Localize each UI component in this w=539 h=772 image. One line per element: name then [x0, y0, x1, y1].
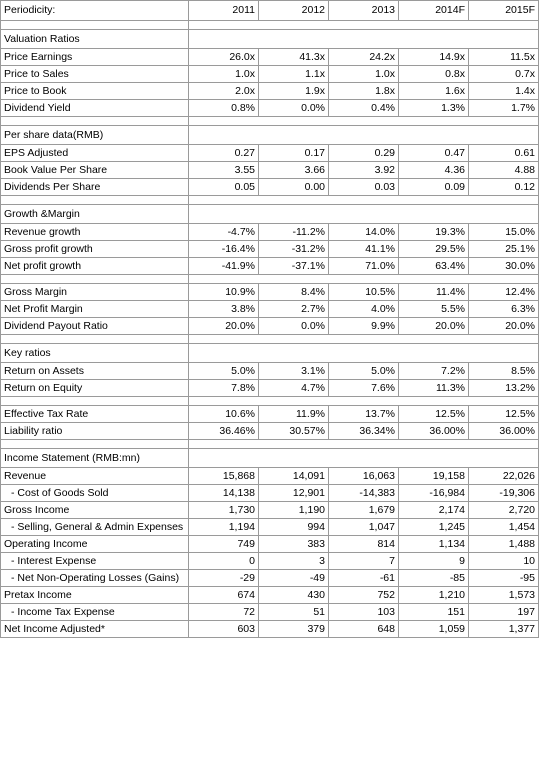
- value-cell: 36.00%: [469, 423, 539, 440]
- value-cell: 24.2x: [329, 49, 399, 66]
- value-cell: 14.0%: [329, 224, 399, 241]
- year-2015f: 2015F: [469, 1, 539, 21]
- value-cell: 1,134: [399, 536, 469, 553]
- spacer-cell: [189, 397, 539, 406]
- value-cell: 994: [259, 519, 329, 536]
- value-cell: -19,306: [469, 485, 539, 502]
- value-cell: 0.61: [469, 145, 539, 162]
- row-label: Return on Assets: [1, 363, 189, 380]
- value-cell: 10: [469, 553, 539, 570]
- table-row: [1, 621, 539, 638]
- spacer-cell: [189, 440, 539, 449]
- value-cell: 14,138: [189, 485, 259, 502]
- table-row: [1, 553, 539, 570]
- value-cell: 0.12: [469, 179, 539, 196]
- value-cell: 5.0%: [189, 363, 259, 380]
- value-cell: 22,026: [469, 468, 539, 485]
- value-cell: 30.0%: [469, 258, 539, 275]
- spacer-row: [1, 335, 539, 344]
- value-cell: 0.7x: [469, 66, 539, 83]
- value-cell: 752: [329, 587, 399, 604]
- value-cell: 0.09: [399, 179, 469, 196]
- row-label: - Net Non-Operating Losses (Gains): [1, 570, 189, 587]
- value-cell: 3.55: [189, 162, 259, 179]
- value-cell: 1,679: [329, 502, 399, 519]
- value-cell: 674: [189, 587, 259, 604]
- spacer-cell: [1, 117, 189, 126]
- value-cell: 1,190: [259, 502, 329, 519]
- value-cell: 11.4%: [399, 284, 469, 301]
- value-cell: 4.36: [399, 162, 469, 179]
- value-cell: 12.4%: [469, 284, 539, 301]
- table-row: [1, 604, 539, 621]
- table-row: [1, 570, 539, 587]
- value-cell: 0.0%: [259, 100, 329, 117]
- value-cell: 2.7%: [259, 301, 329, 318]
- value-cell: 1.8x: [329, 83, 399, 100]
- value-cell: 1,245: [399, 519, 469, 536]
- spacer-row: [1, 440, 539, 449]
- spacer-cell: [189, 275, 539, 284]
- value-cell: 749: [189, 536, 259, 553]
- value-cell: -4.7%: [189, 224, 259, 241]
- value-cell: -14,383: [329, 485, 399, 502]
- value-cell: 2.0x: [189, 83, 259, 100]
- value-cell: 14.9x: [399, 49, 469, 66]
- value-cell: 0: [189, 553, 259, 570]
- value-cell: 72: [189, 604, 259, 621]
- value-cell: -49: [259, 570, 329, 587]
- value-cell: 36.46%: [189, 423, 259, 440]
- value-cell: 15.0%: [469, 224, 539, 241]
- value-cell: 1,730: [189, 502, 259, 519]
- value-cell: -37.1%: [259, 258, 329, 275]
- spacer-row: [1, 117, 539, 126]
- value-cell: 2,174: [399, 502, 469, 519]
- value-cell: 0.8x: [399, 66, 469, 83]
- value-cell: 20.0%: [469, 318, 539, 335]
- value-cell: 8.4%: [259, 284, 329, 301]
- table-row: [1, 587, 539, 604]
- row-label: - Interest Expense: [1, 553, 189, 570]
- value-cell: 10.6%: [189, 406, 259, 423]
- table-row: [1, 468, 539, 485]
- table-row: [1, 224, 539, 241]
- table-row: [1, 145, 539, 162]
- table-row: [1, 241, 539, 258]
- value-cell: 41.1%: [329, 241, 399, 258]
- row-label: Price Earnings: [1, 49, 189, 66]
- table-row: [1, 66, 539, 83]
- value-cell: 1.4x: [469, 83, 539, 100]
- table-row: [1, 380, 539, 397]
- value-cell: 3.1%: [259, 363, 329, 380]
- value-cell: 9.9%: [329, 318, 399, 335]
- value-cell: -95: [469, 570, 539, 587]
- value-cell: 11.3%: [399, 380, 469, 397]
- value-cell: 29.5%: [399, 241, 469, 258]
- value-cell: 19.3%: [399, 224, 469, 241]
- spacer-cell: [189, 117, 539, 126]
- value-cell: 1,047: [329, 519, 399, 536]
- year-2012: 2012: [259, 1, 329, 21]
- row-label: Dividend Payout Ratio: [1, 318, 189, 335]
- value-cell: 379: [259, 621, 329, 638]
- value-cell: 16,063: [329, 468, 399, 485]
- value-cell: -31.2%: [259, 241, 329, 258]
- value-cell: 20.0%: [189, 318, 259, 335]
- value-cell: 63.4%: [399, 258, 469, 275]
- value-cell: 4.0%: [329, 301, 399, 318]
- row-label: Net profit growth: [1, 258, 189, 275]
- value-cell: 1,454: [469, 519, 539, 536]
- table-row: [1, 258, 539, 275]
- row-label: Gross profit growth: [1, 241, 189, 258]
- periodicity-label: Periodicity:: [1, 1, 189, 21]
- value-cell: 0.00: [259, 179, 329, 196]
- value-cell: 0.27: [189, 145, 259, 162]
- table-row: [1, 502, 539, 519]
- row-label: Return on Equity: [1, 380, 189, 397]
- value-cell: 51: [259, 604, 329, 621]
- value-cell: 9: [399, 553, 469, 570]
- value-cell: 1.3%: [399, 100, 469, 117]
- table-row: [1, 363, 539, 380]
- value-cell: 12.5%: [469, 406, 539, 423]
- value-cell: 1.1x: [259, 66, 329, 83]
- spacer-row: [1, 196, 539, 205]
- value-cell: 814: [329, 536, 399, 553]
- table-row: [1, 406, 539, 423]
- value-cell: 13.7%: [329, 406, 399, 423]
- section-header-fill: [189, 30, 539, 49]
- value-cell: 7.2%: [399, 363, 469, 380]
- value-cell: 1,059: [399, 621, 469, 638]
- value-cell: 10.5%: [329, 284, 399, 301]
- value-cell: 1.0x: [329, 66, 399, 83]
- row-label: Liability ratio: [1, 423, 189, 440]
- spacer-cell: [1, 196, 189, 205]
- row-label: Gross Income: [1, 502, 189, 519]
- year-2013: 2013: [329, 1, 399, 21]
- row-label: Gross Margin: [1, 284, 189, 301]
- value-cell: 0.8%: [189, 100, 259, 117]
- value-cell: 1.9x: [259, 83, 329, 100]
- row-label: Revenue growth: [1, 224, 189, 241]
- table-row: [1, 318, 539, 335]
- row-label: Effective Tax Rate: [1, 406, 189, 423]
- section-header-row: [1, 344, 539, 363]
- row-label: Revenue: [1, 468, 189, 485]
- value-cell: 12.5%: [399, 406, 469, 423]
- value-cell: -16.4%: [189, 241, 259, 258]
- value-cell: 151: [399, 604, 469, 621]
- value-cell: 14,091: [259, 468, 329, 485]
- table-row: [1, 49, 539, 66]
- value-cell: 0.17: [259, 145, 329, 162]
- value-cell: -41.9%: [189, 258, 259, 275]
- value-cell: 197: [469, 604, 539, 621]
- value-cell: 0.05: [189, 179, 259, 196]
- value-cell: 5.5%: [399, 301, 469, 318]
- value-cell: 13.2%: [469, 380, 539, 397]
- section-header-row: [1, 449, 539, 468]
- section-title: Income Statement (RMB:mn): [1, 449, 189, 468]
- value-cell: 1.6x: [399, 83, 469, 100]
- value-cell: 103: [329, 604, 399, 621]
- row-label: Net Profit Margin: [1, 301, 189, 318]
- spacer-cell: [189, 21, 539, 30]
- row-label: Dividend Yield: [1, 100, 189, 117]
- value-cell: 4.7%: [259, 380, 329, 397]
- value-cell: 383: [259, 536, 329, 553]
- section-header-fill: [189, 344, 539, 363]
- spacer-cell: [1, 335, 189, 344]
- value-cell: 25.1%: [469, 241, 539, 258]
- value-cell: 36.00%: [399, 423, 469, 440]
- financial-table-body: [1, 1, 539, 638]
- value-cell: 1,488: [469, 536, 539, 553]
- value-cell: 12,901: [259, 485, 329, 502]
- table-row: [1, 100, 539, 117]
- spacer-row: [1, 397, 539, 406]
- value-cell: 3.8%: [189, 301, 259, 318]
- value-cell: 11.9%: [259, 406, 329, 423]
- row-label: Price to Sales: [1, 66, 189, 83]
- row-label: - Selling, General & Admin Expenses: [1, 519, 189, 536]
- section-title: Growth &Margin: [1, 205, 189, 224]
- value-cell: 7.8%: [189, 380, 259, 397]
- header-row: [1, 1, 539, 21]
- table-row: [1, 179, 539, 196]
- value-cell: 0.29: [329, 145, 399, 162]
- value-cell: 7.6%: [329, 380, 399, 397]
- spacer-cell: [189, 196, 539, 205]
- row-label: EPS Adjusted: [1, 145, 189, 162]
- section-header-row: [1, 30, 539, 49]
- value-cell: -85: [399, 570, 469, 587]
- value-cell: -16,984: [399, 485, 469, 502]
- row-label: Price to Book: [1, 83, 189, 100]
- table-row: [1, 423, 539, 440]
- table-row: [1, 83, 539, 100]
- value-cell: 19,158: [399, 468, 469, 485]
- section-title: Key ratios: [1, 344, 189, 363]
- table-row: [1, 162, 539, 179]
- value-cell: 30.57%: [259, 423, 329, 440]
- spacer-cell: [1, 440, 189, 449]
- value-cell: 648: [329, 621, 399, 638]
- section-header-fill: [189, 126, 539, 145]
- spacer-cell: [1, 275, 189, 284]
- value-cell: 8.5%: [469, 363, 539, 380]
- spacer-cell: [189, 335, 539, 344]
- value-cell: 430: [259, 587, 329, 604]
- spacer-cell: [1, 397, 189, 406]
- row-label: Pretax Income: [1, 587, 189, 604]
- section-header-row: [1, 205, 539, 224]
- value-cell: 20.0%: [399, 318, 469, 335]
- year-2014f: 2014F: [399, 1, 469, 21]
- section-title: Per share data(RMB): [1, 126, 189, 145]
- value-cell: 1.7%: [469, 100, 539, 117]
- value-cell: 0.47: [399, 145, 469, 162]
- value-cell: 3.66: [259, 162, 329, 179]
- value-cell: 0.4%: [329, 100, 399, 117]
- value-cell: 11.5x: [469, 49, 539, 66]
- spacer-row: [1, 275, 539, 284]
- section-title: Valuation Ratios: [1, 30, 189, 49]
- value-cell: -29: [189, 570, 259, 587]
- value-cell: 10.9%: [189, 284, 259, 301]
- row-label: Dividends Per Share: [1, 179, 189, 196]
- value-cell: 1,210: [399, 587, 469, 604]
- value-cell: 1,194: [189, 519, 259, 536]
- section-header-fill: [189, 205, 539, 224]
- row-label: Net Income Adjusted*: [1, 621, 189, 638]
- row-label: Book Value Per Share: [1, 162, 189, 179]
- value-cell: 2,720: [469, 502, 539, 519]
- value-cell: 1,573: [469, 587, 539, 604]
- table-row: [1, 301, 539, 318]
- section-header-fill: [189, 449, 539, 468]
- value-cell: 0.03: [329, 179, 399, 196]
- spacer-cell: [1, 21, 189, 30]
- value-cell: 4.88: [469, 162, 539, 179]
- value-cell: 26.0x: [189, 49, 259, 66]
- table-row: [1, 519, 539, 536]
- table-row: [1, 536, 539, 553]
- value-cell: 15,868: [189, 468, 259, 485]
- table-row: [1, 284, 539, 301]
- value-cell: -61: [329, 570, 399, 587]
- value-cell: 3: [259, 553, 329, 570]
- value-cell: 6.3%: [469, 301, 539, 318]
- year-2011: 2011: [189, 1, 259, 21]
- value-cell: 1,377: [469, 621, 539, 638]
- value-cell: 0.0%: [259, 318, 329, 335]
- value-cell: 603: [189, 621, 259, 638]
- section-header-row: [1, 126, 539, 145]
- value-cell: 36.34%: [329, 423, 399, 440]
- row-label: Operating Income: [1, 536, 189, 553]
- value-cell: 5.0%: [329, 363, 399, 380]
- value-cell: -11.2%: [259, 224, 329, 241]
- value-cell: 1.0x: [189, 66, 259, 83]
- value-cell: 3.92: [329, 162, 399, 179]
- spacer-row: [1, 21, 539, 30]
- value-cell: 71.0%: [329, 258, 399, 275]
- row-label: - Income Tax Expense: [1, 604, 189, 621]
- row-label: - Cost of Goods Sold: [1, 485, 189, 502]
- table-row: [1, 485, 539, 502]
- value-cell: 7: [329, 553, 399, 570]
- value-cell: 41.3x: [259, 49, 329, 66]
